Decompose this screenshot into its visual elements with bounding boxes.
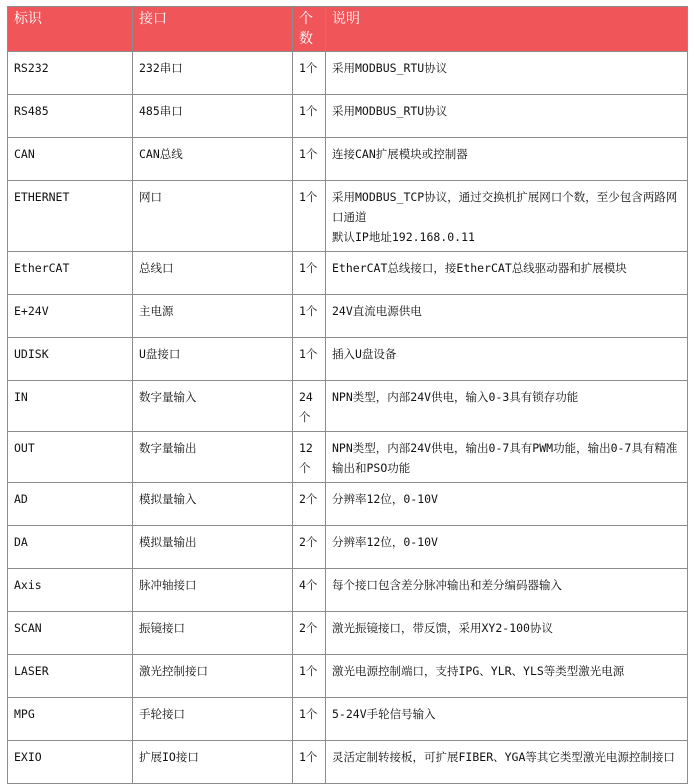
description-line: 激光振镜接口，带反馈，采用XY2-100协议 <box>332 621 553 635</box>
cell-description <box>326 612 688 655</box>
cell-description <box>326 52 688 95</box>
description-line: 激光电源控制端口，支持IPG、YLR、YLS等类型激光电源 <box>332 664 625 678</box>
cell-count: 1个 <box>293 52 326 95</box>
table-row <box>8 95 688 138</box>
cell-interface: 激光控制接口 <box>133 655 293 698</box>
table-row <box>8 432 688 483</box>
cell-interface: 485串口 <box>133 95 293 138</box>
table-header-row <box>8 7 688 52</box>
description-line: 每个接口包含差分脉冲输出和差分编码器输入 <box>332 578 562 592</box>
description-line: 采用MODBUS_RTU协议 <box>332 104 448 118</box>
cell-id: Axis <box>8 569 133 612</box>
cell-id: CAN <box>8 138 133 181</box>
cell-description <box>326 252 688 295</box>
cell-count: 12个 <box>293 432 326 483</box>
cell-id: SCAN <box>8 612 133 655</box>
cell-interface: 振镜接口 <box>133 612 293 655</box>
table-row <box>8 338 688 381</box>
cell-count: 2个 <box>293 483 326 526</box>
cell-description <box>326 741 688 784</box>
table-row <box>8 698 688 741</box>
spec-table-container <box>7 6 688 784</box>
cell-interface: 232串口 <box>133 52 293 95</box>
cell-count: 1个 <box>293 181 326 252</box>
description-line: 插入U盘设备 <box>332 347 397 361</box>
cell-count: 1个 <box>293 295 326 338</box>
cell-interface: 手轮接口 <box>133 698 293 741</box>
table-row <box>8 138 688 181</box>
cell-interface: CAN总线 <box>133 138 293 181</box>
cell-id: RS485 <box>8 95 133 138</box>
cell-description <box>326 295 688 338</box>
table-row <box>8 741 688 784</box>
cell-interface: 数字量输入 <box>133 381 293 432</box>
cell-interface: 网口 <box>133 181 293 252</box>
cell-interface: 扩展IO接口 <box>133 741 293 784</box>
cell-interface: 总线口 <box>133 252 293 295</box>
cell-interface: 脉冲轴接口 <box>133 569 293 612</box>
table-row <box>8 526 688 569</box>
table-row <box>8 181 688 252</box>
table-row <box>8 483 688 526</box>
description-line: EtherCAT总线接口，接EtherCAT总线驱动器和扩展模块 <box>332 261 627 275</box>
cell-description <box>326 138 688 181</box>
cell-interface: U盘接口 <box>133 338 293 381</box>
header-id: 标识 <box>8 7 133 52</box>
cell-id: AD <box>8 483 133 526</box>
cell-description <box>326 655 688 698</box>
cell-description <box>326 569 688 612</box>
table-row <box>8 655 688 698</box>
interface-spec-table <box>7 6 688 784</box>
table-row <box>8 612 688 655</box>
table-row <box>8 295 688 338</box>
cell-count: 1个 <box>293 252 326 295</box>
cell-count: 1个 <box>293 138 326 181</box>
cell-id: EtherCAT <box>8 252 133 295</box>
cell-id: DA <box>8 526 133 569</box>
cell-description <box>326 95 688 138</box>
table-body <box>8 52 688 784</box>
description-line: 24V直流电源供电 <box>332 304 422 318</box>
cell-id: ETHERNET <box>8 181 133 252</box>
description-line: 采用MODBUS_TCP协议，通过交换机扩展网口个数，至少包含两路网口通道 <box>332 190 678 224</box>
table-row <box>8 252 688 295</box>
table-row <box>8 569 688 612</box>
cell-description <box>326 181 688 252</box>
cell-count: 24个 <box>293 381 326 432</box>
table-row <box>8 381 688 432</box>
cell-description <box>326 483 688 526</box>
cell-count: 2个 <box>293 612 326 655</box>
description-line: 5-24V手轮信号输入 <box>332 707 436 721</box>
cell-interface: 数字量输出 <box>133 432 293 483</box>
cell-description <box>326 432 688 483</box>
cell-description <box>326 338 688 381</box>
cell-count: 1个 <box>293 95 326 138</box>
cell-description <box>326 526 688 569</box>
cell-id: UDISK <box>8 338 133 381</box>
cell-id: LASER <box>8 655 133 698</box>
cell-id: IN <box>8 381 133 432</box>
cell-count: 1个 <box>293 655 326 698</box>
description-line: 采用MODBUS_RTU协议 <box>332 61 448 75</box>
description-line: 灵活定制转接板，可扩展FIBER、YGA等其它类型激光电源控制接口 <box>332 750 675 764</box>
cell-count: 1个 <box>293 338 326 381</box>
description-line: 默认IP地址192.168.0.11 <box>332 230 475 244</box>
cell-interface: 模拟量输出 <box>133 526 293 569</box>
description-line: 分辨率12位，0-10V <box>332 492 438 506</box>
cell-description <box>326 698 688 741</box>
description-line: 分辨率12位，0-10V <box>332 535 438 549</box>
cell-id: MPG <box>8 698 133 741</box>
cell-interface: 主电源 <box>133 295 293 338</box>
description-line: 连接CAN扩展模块或控制器 <box>332 147 468 161</box>
description-line: NPN类型，内部24V供电，输出0-7具有PWM功能，输出0-7具有精准输出和PSO功能 <box>332 441 678 475</box>
cell-id: OUT <box>8 432 133 483</box>
header-description: 说明 <box>326 7 688 52</box>
cell-count: 4个 <box>293 569 326 612</box>
cell-description <box>326 381 688 432</box>
cell-id: EXIO <box>8 741 133 784</box>
cell-count: 1个 <box>293 698 326 741</box>
header-count: 个数 <box>293 7 326 52</box>
table-row <box>8 52 688 95</box>
cell-id: RS232 <box>8 52 133 95</box>
cell-count: 1个 <box>293 741 326 784</box>
cell-count: 2个 <box>293 526 326 569</box>
header-interface: 接口 <box>133 7 293 52</box>
description-line: NPN类型，内部24V供电，输入0-3具有锁存功能 <box>332 390 579 404</box>
cell-interface: 模拟量输入 <box>133 483 293 526</box>
cell-id: E+24V <box>8 295 133 338</box>
